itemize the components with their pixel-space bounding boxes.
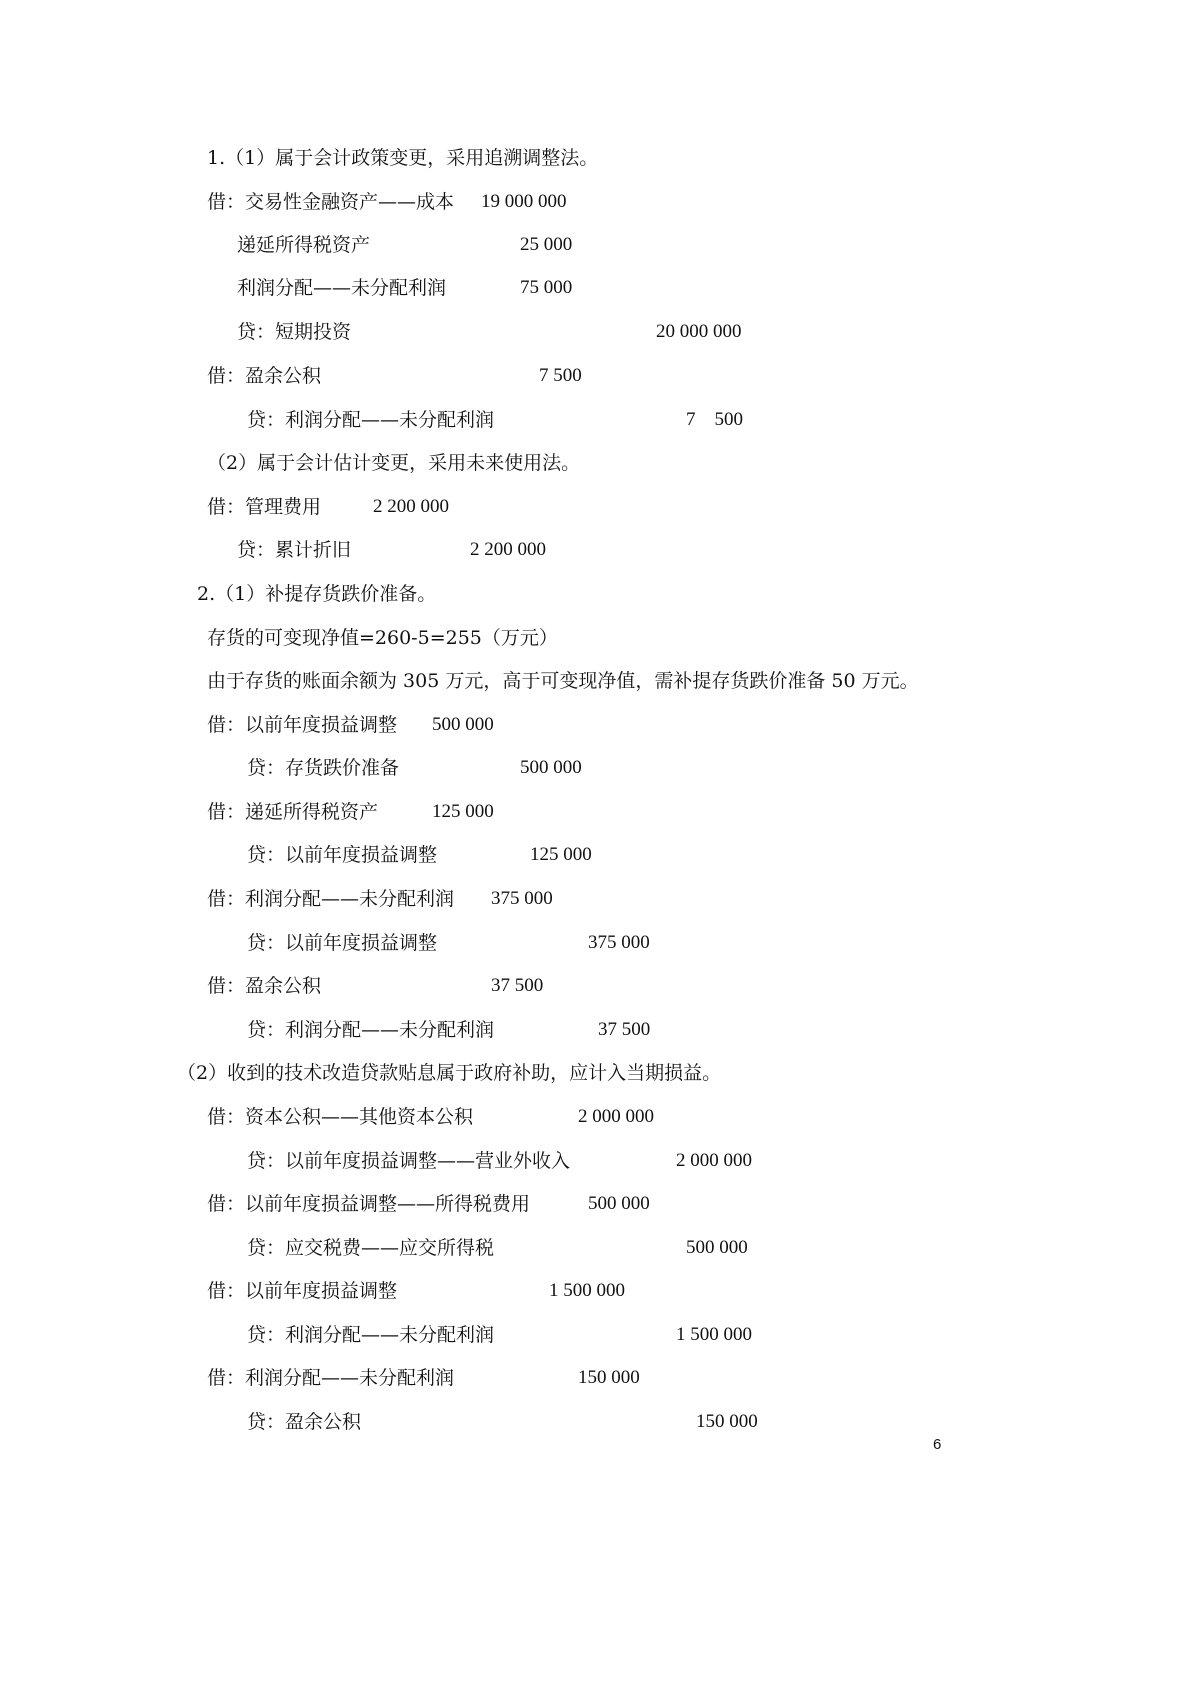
entry-amount: 150 000 — [696, 1411, 758, 1432]
entry-line: 贷：利润分配——未分配利润 — [247, 409, 495, 431]
entry-line: 借：管理费用 — [207, 496, 322, 518]
entry-line: 贷：以前年度损益调整——营业外收入 — [247, 1150, 571, 1172]
entry-line: 贷：应交税费——应交所得税 — [247, 1237, 495, 1259]
entry-amount: 7 500 — [686, 409, 744, 430]
entry-line: 借：盈余公积 — [207, 365, 322, 387]
entry-line: 借：以前年度损益调整 — [207, 714, 398, 736]
entry-line: 借：交易性金融资产——成本 — [207, 191, 455, 213]
entry-amount: 150 000 — [578, 1367, 640, 1388]
entry-amount: 500 000 — [588, 1193, 650, 1214]
entry-line: 借：利润分配——未分配利润 — [207, 1367, 455, 1389]
entry-amount: 1 500 000 — [549, 1280, 625, 1301]
entry-amount: 2 000 000 — [578, 1106, 654, 1127]
entry-amount: 20 000 000 — [656, 321, 742, 342]
subsection-heading: （2）属于会计估计变更，采用未来使用法。 — [207, 452, 581, 474]
entry-amount: 375 000 — [588, 932, 650, 953]
entry-line: 借：盈余公积 — [207, 975, 322, 997]
entry-line: 贷：利润分配——未分配利润 — [247, 1019, 495, 1041]
entry-amount: 125 000 — [432, 801, 494, 822]
entry-amount: 500 000 — [520, 757, 582, 778]
entry-amount: 75 000 — [520, 277, 573, 298]
entry-line: 借：以前年度损益调整——所得税费用 — [207, 1193, 531, 1215]
entry-amount: 7 500 — [539, 365, 582, 386]
entry-line: 递延所得税资产 — [237, 234, 371, 256]
entry-line: 贷：利润分配——未分配利润 — [247, 1324, 495, 1346]
entry-line: 借：以前年度损益调整 — [207, 1280, 398, 1302]
entry-amount: 500 000 — [432, 714, 494, 735]
entry-amount: 500 000 — [686, 1237, 748, 1258]
entry-amount: 2 200 000 — [470, 539, 546, 560]
entry-amount: 1 500 000 — [676, 1324, 752, 1345]
paragraph: 存货的可变现净值=260-5=255（万元） — [207, 627, 558, 649]
entry-line: 贷：盈余公积 — [247, 1411, 362, 1433]
entry-amount: 375 000 — [491, 888, 553, 909]
entry-amount: 25 000 — [520, 234, 573, 255]
page-number: 6 — [933, 1436, 942, 1453]
entry-line: 借：递延所得税资产 — [207, 801, 379, 823]
entry-line: 贷：存货跌价准备 — [247, 757, 400, 779]
entry-line: 贷：短期投资 — [237, 321, 352, 343]
subsection-heading: （2）收到的技术改造贷款贴息属于政府补助，应计入当期损益。 — [177, 1062, 722, 1084]
section-2-heading: 2.（1）补提存货跌价准备。 — [197, 583, 437, 605]
entry-amount: 19 000 000 — [481, 191, 567, 212]
entry-amount: 125 000 — [530, 844, 592, 865]
entry-amount: 2 000 000 — [676, 1150, 752, 1171]
entry-line: 贷：以前年度损益调整 — [247, 844, 438, 866]
entry-amount: 37 500 — [598, 1019, 651, 1040]
entry-line: 贷：累计折旧 — [237, 539, 352, 561]
paragraph: 由于存货的账面余额为 305 万元，高于可变现净值，需补提存货跌价准备 50 万元。 — [207, 670, 919, 692]
entry-line: 贷：以前年度损益调整 — [247, 932, 438, 954]
entry-line: 借：利润分配——未分配利润 — [207, 888, 455, 910]
entry-amount: 2 200 000 — [373, 496, 449, 517]
entry-amount: 37 500 — [491, 975, 544, 996]
section-1-heading: 1.（1）属于会计政策变更，采用追溯调整法。 — [207, 147, 599, 169]
entry-line: 借：资本公积——其他资本公积 — [207, 1106, 474, 1128]
entry-line: 利润分配——未分配利润 — [237, 277, 447, 299]
